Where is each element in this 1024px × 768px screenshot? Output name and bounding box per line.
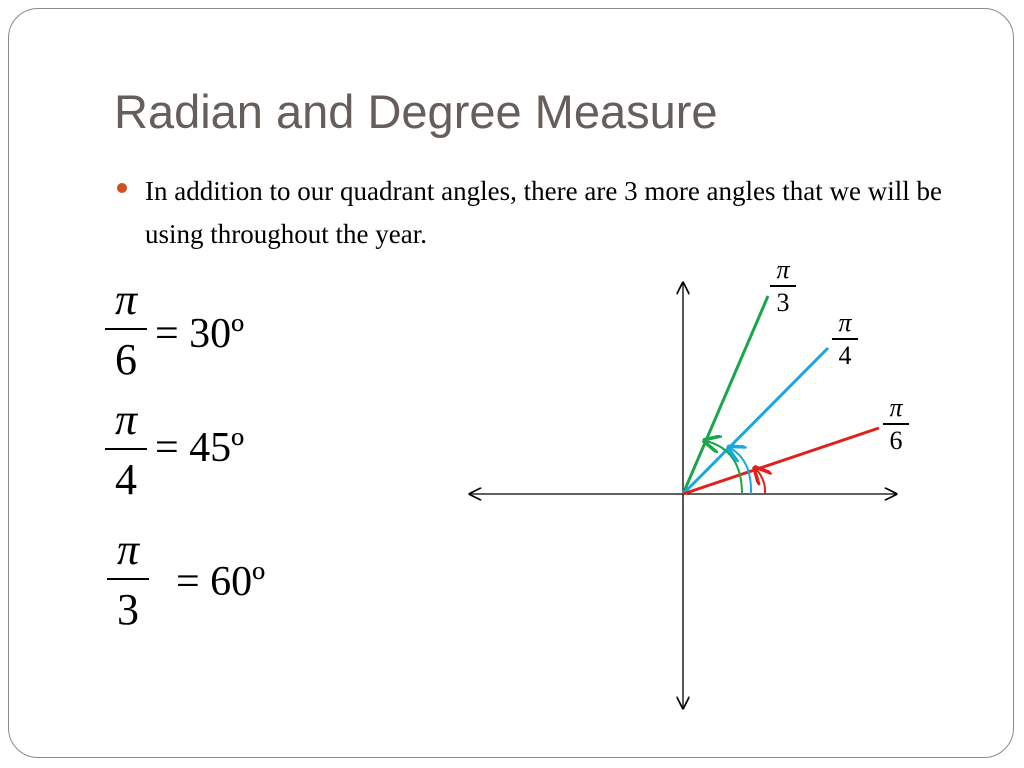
label-pi-over-4-numerator: π (838, 308, 852, 337)
slide-title: Radian and Degree Measure (114, 85, 718, 138)
label-pi-over-4 (830, 308, 860, 370)
label-pi-over-6-denominator: 6 (889, 425, 903, 455)
label-pi-over-6-numerator: π (889, 393, 903, 422)
bullet-text: In addition to our quadrant angles, there are 3 more angles that we will be using throughout the year. (145, 176, 942, 249)
label-pi-over-6 (881, 393, 911, 455)
equation-pi-6-numerator: π (114, 275, 138, 324)
equation-pi-6-denominator: 6 (115, 335, 137, 384)
label-pi-over-3-numerator: π (776, 255, 790, 284)
arc-pi-over-4 (730, 448, 751, 494)
label-pi-over-3 (768, 255, 798, 317)
equation-pi-3-denominator: 3 (117, 585, 139, 634)
fraction-bar (770, 285, 796, 287)
equation-pi-4-value: = 45º (155, 425, 245, 471)
label-pi-over-3-denominator: 3 (776, 287, 790, 317)
label-pi-over-4-denominator: 4 (838, 340, 852, 370)
equation-pi-4-denominator: 4 (115, 455, 137, 504)
equation-pi-3-numerator: π (116, 525, 140, 574)
fraction-bar (832, 338, 858, 340)
equation-pi-6-value: = 30º (155, 311, 245, 357)
fraction-bar (883, 423, 909, 425)
equation-pi-4-numerator: π (114, 395, 138, 444)
arc-pi-over-6 (756, 469, 765, 494)
ray-pi-over-3 (683, 296, 768, 494)
ray-pi-over-6 (683, 428, 879, 494)
equation-pi-3-value: = 60º (176, 559, 266, 605)
ray-pi-over-4 (683, 348, 828, 494)
